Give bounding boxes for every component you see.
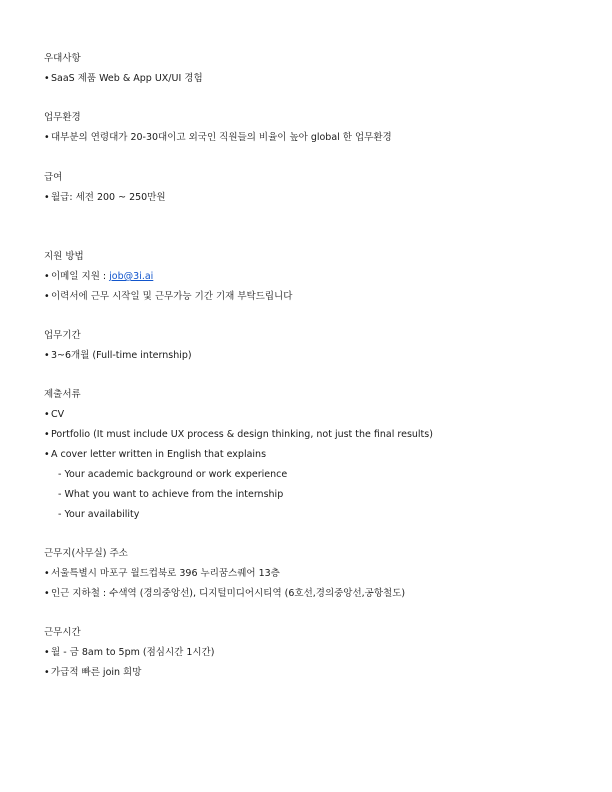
section-heading: 급여 xyxy=(44,172,63,183)
section-apply xyxy=(44,251,584,311)
list-item: •월 - 금 8am to 5pm (점심시간 1시간) xyxy=(44,647,215,658)
section-heading: 근무지(사무실) 주소 xyxy=(44,548,128,559)
section-benefits xyxy=(44,53,584,93)
list-item: •이력서에 근무 시작일 및 근무가능 기간 기재 부탁드립니다 xyxy=(44,291,293,302)
section-address xyxy=(44,548,584,608)
list-item: •A cover letter written in English that explains xyxy=(44,449,267,460)
list-item: •서울특별시 마포구 월드컵북로 396 누리꿈스퀘어 13층 xyxy=(44,568,280,579)
sub-list-item: - What you want to achieve from the internship xyxy=(58,489,284,500)
section-heading: 제출서류 xyxy=(44,389,81,400)
section-heading: 근무시간 xyxy=(44,627,81,638)
sub-list-item: - Your academic background or work experience xyxy=(58,469,288,480)
section-environment xyxy=(44,112,584,152)
list-item: •3~6개월 (Full-time internship) xyxy=(44,350,192,361)
list-item: •CV xyxy=(44,409,65,420)
section-period xyxy=(44,330,584,370)
list-item: •가급적 빠른 join 희망 xyxy=(44,667,142,678)
section-heading: 업무기간 xyxy=(44,330,81,341)
list-item: •SaaS 제품 Web & App UX/UI 경험 xyxy=(44,73,203,84)
section-heading: 우대사항 xyxy=(44,53,81,64)
list-item: •Portfolio (It must include UX process & design thinking, not just the final results) xyxy=(44,429,433,440)
section-hours xyxy=(44,627,584,687)
list-item: •이메일 지원 : job@3i.ai xyxy=(44,271,154,282)
sub-list-item: - Your availability xyxy=(58,509,140,520)
section-documents xyxy=(44,389,584,529)
section-salary xyxy=(44,172,584,212)
list-item: •인근 지하철 : 수색역 (경의중앙선), 디지털미디어시티역 (6호선,경의중앙선,공항철도) xyxy=(44,588,406,599)
list-item: •월급: 세전 200 ~ 250만원 xyxy=(44,192,166,203)
section-heading: 업무환경 xyxy=(44,112,81,123)
section-heading: 지원 방법 xyxy=(44,251,84,262)
email-link[interactable]: job@3i.ai xyxy=(109,271,154,282)
list-item: •대부분의 연령대가 20-30대이고 외국인 직원들의 비율이 높아 global 한 업무환경 xyxy=(44,132,392,143)
